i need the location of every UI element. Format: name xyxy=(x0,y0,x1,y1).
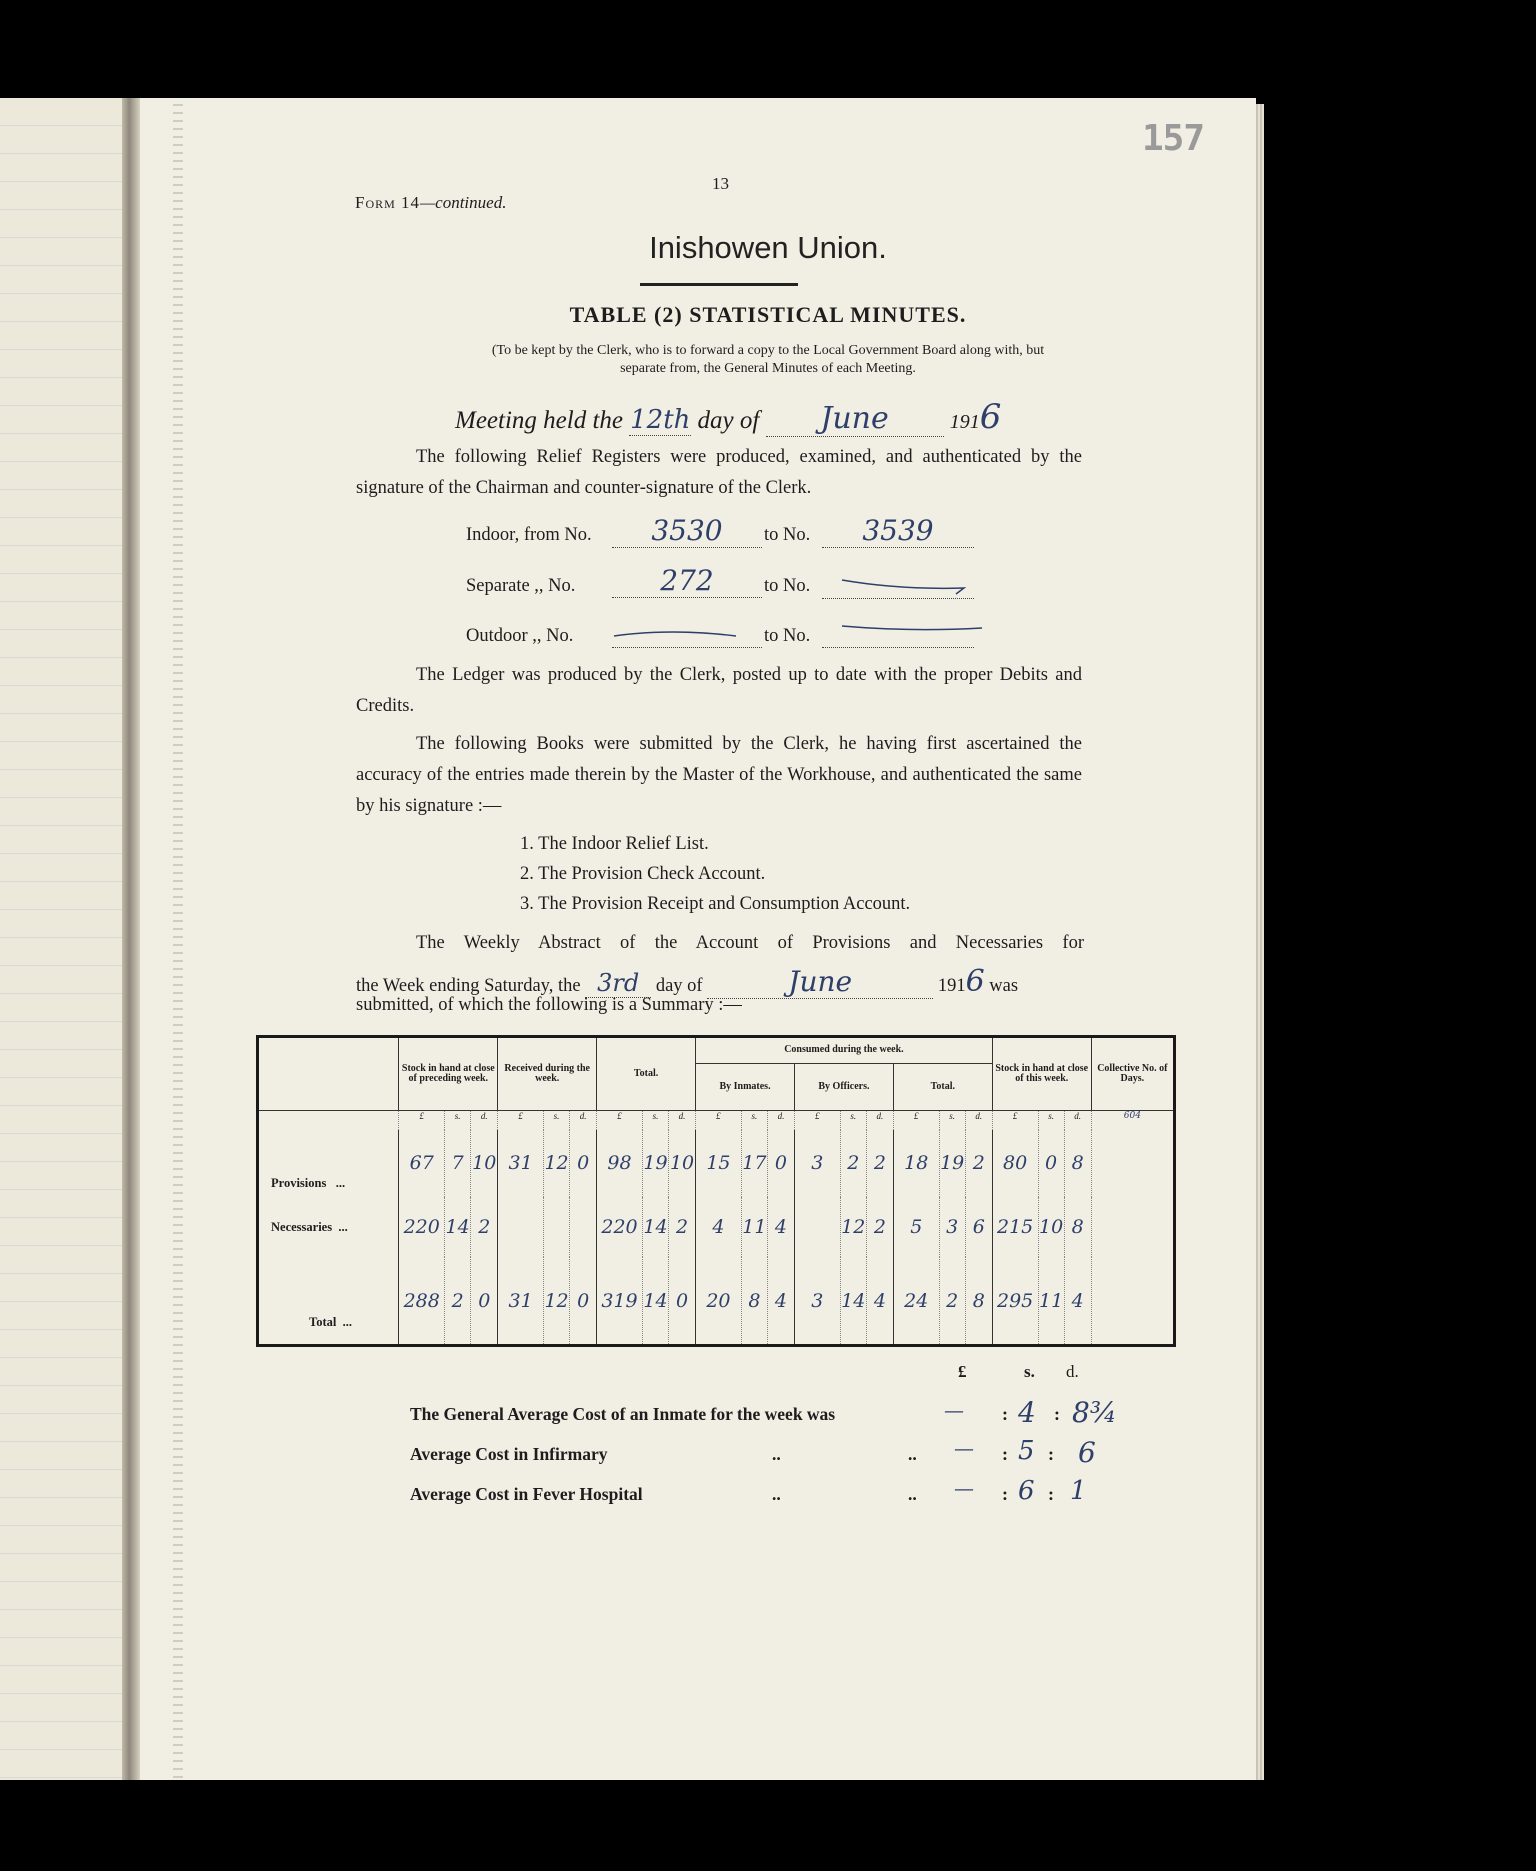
abstract-year-prefix: 191 xyxy=(937,976,966,996)
abstract-line-2c: was xyxy=(989,976,1019,996)
avg-fever-dots-1: .. xyxy=(772,1484,781,1504)
header-by-officers: By Officers. xyxy=(794,1063,893,1110)
table-cell: 8 xyxy=(1064,1130,1091,1198)
table-cell: 288 xyxy=(399,1257,445,1345)
table-cell: 0 xyxy=(669,1257,696,1345)
title-rule xyxy=(640,283,798,286)
abstract-line-2 xyxy=(356,964,1084,999)
table-cell: 0 xyxy=(767,1130,794,1198)
table-cell: 319 xyxy=(597,1257,643,1345)
table-cell xyxy=(794,1197,840,1257)
union-name: Inishowen Union. xyxy=(649,230,887,265)
table-cell: 24 xyxy=(893,1257,939,1345)
meeting-year-digit: 6 xyxy=(979,397,1002,437)
avg-fever-colon-2: : xyxy=(1048,1484,1054,1504)
avg-general-shillings: 4 xyxy=(1018,1396,1036,1429)
abstract-line-2a: the Week ending Saturday, the xyxy=(356,976,581,996)
register-outdoor-label: Outdoor ,, No. xyxy=(466,626,574,646)
avg-infirmary-colon-1: : xyxy=(1002,1444,1008,1464)
table-cell xyxy=(498,1197,544,1257)
row-label-total xyxy=(258,1257,399,1345)
unit-label: s. xyxy=(741,1111,767,1130)
unit-label: d. xyxy=(471,1111,498,1130)
unit-label: d. xyxy=(1064,1111,1091,1130)
table-cell: 8 xyxy=(965,1257,992,1345)
table-cell: 220 xyxy=(597,1197,643,1257)
register-outdoor-to-line xyxy=(822,647,974,648)
avg-general-pounds: — xyxy=(944,1398,964,1422)
avg-fever-dots-2: .. xyxy=(908,1484,917,1504)
table-cell: 11 xyxy=(741,1197,767,1257)
header-received: Received during the week. xyxy=(498,1037,597,1111)
row-label-text: Necessaries xyxy=(271,1219,333,1234)
unit-label: £ xyxy=(399,1111,445,1130)
avg-fever-shillings: 6 xyxy=(1018,1476,1035,1506)
meeting-line xyxy=(455,397,1001,437)
avg-infirmary-label: Average Cost in Infirmary xyxy=(410,1444,608,1464)
table-cell: 31 xyxy=(498,1130,544,1198)
instruction-line-1: (To be kept by the Clerk, who is to forward a copy to the Local Government Board along with, but xyxy=(491,343,1045,358)
register-outdoor-from-dash xyxy=(612,624,742,644)
header-collective: Collective No. of Days. xyxy=(1091,1037,1174,1111)
register-outdoor-to-dash xyxy=(840,620,990,640)
unit-label: d. xyxy=(767,1111,794,1130)
table-cell: 0 xyxy=(1038,1130,1064,1198)
avg-infirmary-dots-2: .. xyxy=(908,1444,917,1464)
register-indoor-to-label: to No. xyxy=(764,525,811,545)
register-outdoor-from-line xyxy=(612,647,762,648)
abstract-line-1: The Weekly Abstract of the Account of Provisions and Necessaries for xyxy=(416,933,1084,953)
table-cell: 2 xyxy=(669,1197,696,1257)
unit-label: s. xyxy=(543,1111,569,1130)
book-item-1: 1. The Indoor Relief List. xyxy=(520,834,709,854)
table-cell: 12 xyxy=(840,1197,866,1257)
unit-label: d. xyxy=(965,1111,992,1130)
page-number: 13 xyxy=(712,174,729,193)
unit-label: d. xyxy=(570,1111,597,1130)
table-cell: 5 xyxy=(893,1197,939,1257)
table-cell: 2 xyxy=(866,1197,893,1257)
table-cell: 2 xyxy=(445,1257,471,1345)
register-separate-dash xyxy=(840,576,970,596)
table-cell: 14 xyxy=(840,1257,866,1345)
header-stock-start: Stock in hand at close of preceding week. xyxy=(399,1037,498,1111)
table-cell: 0 xyxy=(471,1257,498,1345)
avg-infirmary-colon-2: : xyxy=(1048,1444,1054,1464)
row-leader: ... xyxy=(335,1176,346,1191)
avg-infirmary-pounds: — xyxy=(954,1436,974,1460)
avg-fever-pounds: — xyxy=(954,1476,974,1500)
table-cell: 0 xyxy=(570,1257,597,1345)
avg-general-colon-1: : xyxy=(1002,1404,1008,1424)
table-cell: 7 xyxy=(445,1130,471,1198)
relief-registers-text: The following Relief Registers were produced, examined, and authenticated by the signature of the Chairman and counter-signature of the Clerk. xyxy=(356,447,1082,498)
table-cell: 10 xyxy=(471,1130,498,1198)
table-cell xyxy=(570,1197,597,1257)
unit-label: s. xyxy=(642,1111,668,1130)
table-cell: 20 xyxy=(696,1257,742,1345)
instruction-line-2: separate from, the General Minutes of each Meeting. xyxy=(620,361,916,376)
table-cell: 2 xyxy=(471,1197,498,1257)
unit-label: d. xyxy=(866,1111,893,1130)
abstract-line-2b: day of xyxy=(655,976,703,996)
table-cell: 19 xyxy=(939,1130,965,1198)
unit-label: £ xyxy=(498,1111,544,1130)
table-cell: 2 xyxy=(965,1130,992,1198)
header-total: Total. xyxy=(597,1037,696,1111)
abstract-line-3: submitted, of which the following is a Summary :— xyxy=(356,995,742,1015)
row-leader: ... xyxy=(342,1315,352,1329)
form-continued: —continued. xyxy=(420,193,507,212)
form-name: Form 14 xyxy=(355,193,421,212)
instruction-note xyxy=(0,342,1536,378)
book-item-2: 2. The Provision Check Account. xyxy=(520,864,766,884)
table-cell: 4 xyxy=(767,1197,794,1257)
table-cell: 3 xyxy=(939,1197,965,1257)
table-cell: 3 xyxy=(794,1130,840,1198)
register-indoor-from: 3530 xyxy=(612,514,762,548)
unit-label: d. xyxy=(669,1111,696,1130)
table-row-necessaries xyxy=(258,1197,1175,1257)
meeting-day-word: day of xyxy=(697,407,760,434)
table-cell: 4 xyxy=(767,1257,794,1345)
table-cell: 8 xyxy=(1064,1197,1091,1257)
table-cell: 14 xyxy=(642,1257,668,1345)
register-separate-to-line xyxy=(822,598,974,599)
register-indoor-to: 3539 xyxy=(822,514,974,548)
table-cell: 19 xyxy=(642,1130,668,1198)
abstract-year-digit: 6 xyxy=(965,964,985,999)
header-consumed-total: Total. xyxy=(893,1063,992,1110)
unit-label: £ xyxy=(597,1111,643,1130)
table-cell: 2 xyxy=(939,1257,965,1345)
table-cell: 17 xyxy=(741,1130,767,1198)
table-cell xyxy=(543,1197,569,1257)
summary-table xyxy=(256,1035,1176,1347)
collective-days: 604 xyxy=(1091,1111,1174,1346)
meeting-month: June xyxy=(766,401,944,437)
ledger-text: The Ledger was produced by the Clerk, posted up to date with the proper Debits and Credits. xyxy=(356,665,1082,716)
register-separate-from: 272 xyxy=(612,564,762,598)
table-cell: 3 xyxy=(794,1257,840,1345)
table-cell: 67 xyxy=(399,1130,445,1198)
table-cell: 215 xyxy=(992,1197,1038,1257)
table-cell: 31 xyxy=(498,1257,544,1345)
unit-label: s. xyxy=(840,1111,866,1130)
avg-infirmary-shillings: 5 xyxy=(1018,1436,1035,1466)
table-cell: 14 xyxy=(642,1197,668,1257)
table-cell: 6 xyxy=(965,1197,992,1257)
books-text: The following Books were submitted by the Clerk, he having first ascertained the accuracy of the entries made therein by the Master of the Workhouse, and authenticated the same by his signature :— xyxy=(356,734,1082,816)
table-cell: 11 xyxy=(1038,1257,1064,1345)
abstract-day: 3rd xyxy=(585,969,651,998)
register-indoor-label: Indoor, from No. xyxy=(466,525,592,545)
avg-unit-pence: d. xyxy=(1066,1362,1079,1381)
meeting-year-prefix: 191 xyxy=(949,411,980,433)
meeting-day: 12th xyxy=(630,405,691,435)
table-row-provisions xyxy=(258,1130,1175,1198)
avg-fever-pence: 1 xyxy=(1070,1476,1087,1506)
avg-infirmary-pence: 6 xyxy=(1078,1436,1096,1469)
register-outdoor-to-label: to No. xyxy=(764,626,811,646)
row-label-text: Provisions xyxy=(271,1176,327,1191)
row-label-necessaries xyxy=(258,1197,399,1257)
table-title: TABLE (2) STATISTICAL MINUTES. xyxy=(569,302,967,327)
avg-fever-colon-1: : xyxy=(1002,1484,1008,1504)
unit-label: £ xyxy=(696,1111,742,1130)
unit-label: £ xyxy=(794,1111,840,1130)
header-consumed: Consumed during the week. xyxy=(696,1037,993,1064)
table-cell: 10 xyxy=(669,1130,696,1198)
table-cell: 8 xyxy=(741,1257,767,1345)
avg-fever-label: Average Cost in Fever Hospital xyxy=(410,1484,643,1504)
unit-label: £ xyxy=(893,1111,939,1130)
register-separate-to-label: to No. xyxy=(764,576,811,596)
unit-label: s. xyxy=(939,1111,965,1130)
table-cell: 80 xyxy=(992,1130,1038,1198)
table-cell: 2 xyxy=(840,1130,866,1198)
header-stock-end: Stock in hand at close of this week. xyxy=(992,1037,1091,1111)
table-cell: 0 xyxy=(570,1130,597,1198)
table-cell: 4 xyxy=(866,1257,893,1345)
table-cell: 15 xyxy=(696,1130,742,1198)
table-cell: 2 xyxy=(866,1130,893,1198)
avg-unit-pounds: £ xyxy=(958,1362,967,1381)
table-cell: 14 xyxy=(445,1197,471,1257)
avg-general-label: The General Average Cost of an Inmate for the week was xyxy=(410,1404,836,1424)
table-cell: 4 xyxy=(1064,1257,1091,1345)
table-cell: 4 xyxy=(696,1197,742,1257)
unit-label: s. xyxy=(445,1111,471,1130)
avg-unit-shillings: s. xyxy=(1024,1362,1035,1381)
unit-label: s. xyxy=(1038,1111,1064,1130)
row-label-text: Total xyxy=(309,1315,337,1329)
avg-general-colon-2: : xyxy=(1054,1404,1060,1424)
stamp-number: 157 xyxy=(1142,118,1205,159)
table-cell: 220 xyxy=(399,1197,445,1257)
avg-infirmary-dots-1: .. xyxy=(772,1444,781,1464)
table-cell: 12 xyxy=(543,1257,569,1345)
table-cell: 10 xyxy=(1038,1197,1064,1257)
table-row-total xyxy=(258,1257,1175,1345)
abstract-month: June xyxy=(707,965,933,999)
register-separate-label: Separate ,, No. xyxy=(466,576,576,596)
units-row xyxy=(258,1111,1175,1130)
header-blank xyxy=(258,1037,399,1111)
table-cell: 295 xyxy=(992,1257,1038,1345)
form-label xyxy=(355,193,506,213)
row-leader: ... xyxy=(338,1219,348,1234)
table-cell: 18 xyxy=(893,1130,939,1198)
avg-general-pence: 8¾ xyxy=(1072,1396,1117,1429)
meeting-prefix: Meeting held the xyxy=(455,407,623,434)
book-item-3: 3. The Provision Receipt and Consumption Account. xyxy=(520,894,911,914)
unit-label: £ xyxy=(992,1111,1038,1130)
header-by-inmates: By Inmates. xyxy=(696,1063,795,1110)
table-cell: 12 xyxy=(543,1130,569,1198)
table-cell: 98 xyxy=(597,1130,643,1198)
row-label-provisions xyxy=(258,1130,399,1198)
